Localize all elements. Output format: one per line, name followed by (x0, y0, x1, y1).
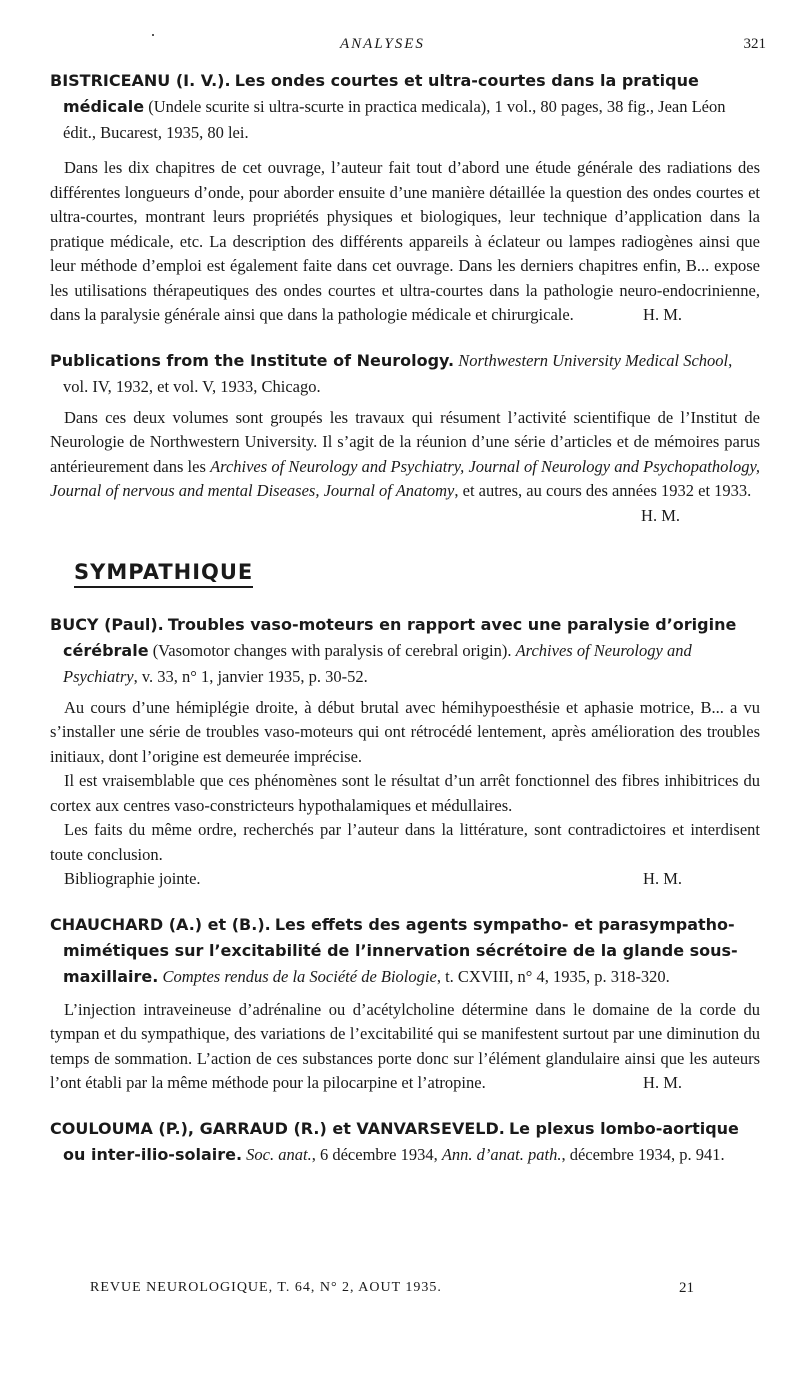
review-entry (50, 68, 760, 328)
review-paragraph (50, 867, 760, 892)
entry-reference-details: , vol. IV, 1932, et vol. V, 1933, Chicago. (63, 350, 733, 396)
page-number: 321 (743, 36, 766, 52)
reviewer-signature: H. M. (643, 1073, 682, 1092)
entry-reference-details: , 6 décembre 1934, (311, 1144, 442, 1164)
page-footer (90, 1280, 730, 1304)
entry-title: Le plexus lombo-aortique ou inter-ilio-solaire. (63, 1118, 739, 1164)
review-paragraph: Il est vraisemblable que ces phénomènes sont le résultat d’un arrêt fonctionnel des fibres inhibitrices du cortex aux centres vaso-constricteurs hypothalamiques et médullaires. (50, 771, 760, 815)
entry-author: COULOUMA (P.), GARRAUD (R.) et VANVARSEVELD. (50, 1118, 505, 1138)
entry-author: CHAUCHARD (A.) et (B.). (50, 914, 271, 934)
reviewer-signature: H. M. (643, 869, 682, 888)
running-title: ANALYSES (340, 36, 425, 52)
entry-reference-details: (Undele scurite si ultra-scurte in practica medicala), 1 vol., 80 pages, 38 fig., Jean Léon édit., Bucarest, 1935, 80 lei. (63, 97, 726, 142)
review-paragraph (50, 156, 760, 328)
entry-source: Northwestern University Medical School (458, 350, 729, 370)
entry-source: Ann. d’anat. path. (441, 1144, 562, 1164)
page-header (0, 36, 800, 60)
review-entry (50, 912, 760, 1096)
review-text: Bibliographie jointe. (64, 869, 201, 888)
review-text: L’injection intraveineuse d’adrénaline ou d’acétylcholine détermine dans le domaine de la corde du tympan et du sympathique, des variations de l’excitabilité qui se manifestent surtout par une diminution du temps de sommation. L’action de ces substances porte donc sur l’élément glandulaire ainsi que les auteurs l’ont établi par la même méthode pour la pilocarpine et l’atropine. (50, 999, 760, 1092)
entry-source: Comptes rendus de la Société de Biologie (162, 966, 437, 986)
entry-title: Les ondes courtes et ultra-courtes dans la pratique médicale (63, 71, 699, 116)
review-paragraph (50, 998, 760, 1096)
review-paragraph: Au cours d’une hémiplégie droite, à début brutal avec hémihypoesthésie et aphasie motrice, B... a vu s’installer une série de troubles vaso-moteurs qui ont rétrocédé lentement, après amélioration des troubles initiaux, dont l’origine est demeurée imprécise. (50, 697, 760, 766)
entry-reference-details: , t. CXVIII, n° 4, 1935, p. 318-320. (436, 966, 670, 986)
review-paragraph: Les faits du même ordre, recherchés par l’auteur dans la littérature, sont contradictoires et interdisent toute conclusion. (50, 820, 760, 864)
review-text: Dans ces deux volumes sont groupés les travaux qui résument l’activité scientifique de l’Institut de Neurologie de Northwestern University. Il s’agit de la réunion d’une série d’articles et de mémoires parus antérieurement dans les (50, 407, 760, 476)
cited-journals: Archives of Neurology and Psychiatry, Journal of Neurology and Psychopathology, Journal of nervous and mental Diseases, Journal of Anatomy (50, 456, 760, 500)
review-entry (50, 348, 760, 528)
reviewer-signature: H. M. (643, 305, 682, 324)
entry-title: Les effets des agents sympatho- et parasympatho-mimétiques sur l’excitabilité de l’innervation sécrétoire de la glande sous-maxillaire. (63, 914, 738, 986)
entry-author: BISTRICEANU (I. V.). (50, 71, 231, 90)
sheet-number: 21 (679, 1280, 694, 1296)
review-text: Dans les dix chapitres de cet ouvrage, l’auteur fait tout d’abord une étude générale des radiations des différentes longueurs d’onde, pour aborder ensuite d’une manière détaillée la question des ondes courtes et ultra-courtes, montrant leurs propriétés physiques et biologiques, leur technique d’application dans la pratique médicale, etc. La description des différents appareils à éclateur ou lampes radiogènes ainsi que leur méthode d’emploi est également faite dans cet ouvrage. Dans les derniers chapitres enfin, B... expose les utilisations thérapeutiques des ondes courtes et ultra-courtes dans la pathologie neuro-endocrinienne, dans la paralysie générale ainsi que dans la pathologie médicale et chirurgicale. (50, 158, 760, 324)
review-entry (50, 1116, 760, 1168)
journal-citation: REVUE NEUROLOGIQUE, T. 64, N° 2, AOUT 1935. (90, 1280, 442, 1295)
entry-title: Publications from the Institute of Neurology. (50, 350, 455, 370)
review-entry (50, 612, 760, 892)
review-paragraph (50, 406, 760, 504)
reviewer-signature: H. M. (641, 505, 680, 525)
bibliographic-reference (50, 612, 760, 690)
review-text: , et autres, au cours des années 1932 et 1933. (454, 481, 752, 500)
entry-reference-details: , v. 33, n° 1, janvier 1935, p. 30-52. (133, 666, 368, 686)
entry-author: BUCY (Paul). (50, 614, 164, 634)
bibliographic-reference (50, 348, 760, 400)
page-content (50, 68, 760, 1182)
entry-reference-details: , décembre 1934, p. 941. (561, 1144, 725, 1164)
bibliographic-reference (50, 1116, 760, 1168)
bibliographic-reference (50, 912, 760, 990)
bibliographic-reference (50, 68, 760, 146)
entry-source: Soc. anat. (246, 1144, 312, 1164)
entry-title: Troubles vaso-moteurs en rapport avec une paralysie d’origine cérébrale (63, 614, 737, 660)
entry-reference-details: (Vasomotor changes with paralysis of cerebral origin). (148, 640, 516, 660)
section-heading: SYMPATHIQUE (74, 560, 253, 588)
entry-source: Archives of Neurology and Psychiatry (63, 640, 692, 686)
